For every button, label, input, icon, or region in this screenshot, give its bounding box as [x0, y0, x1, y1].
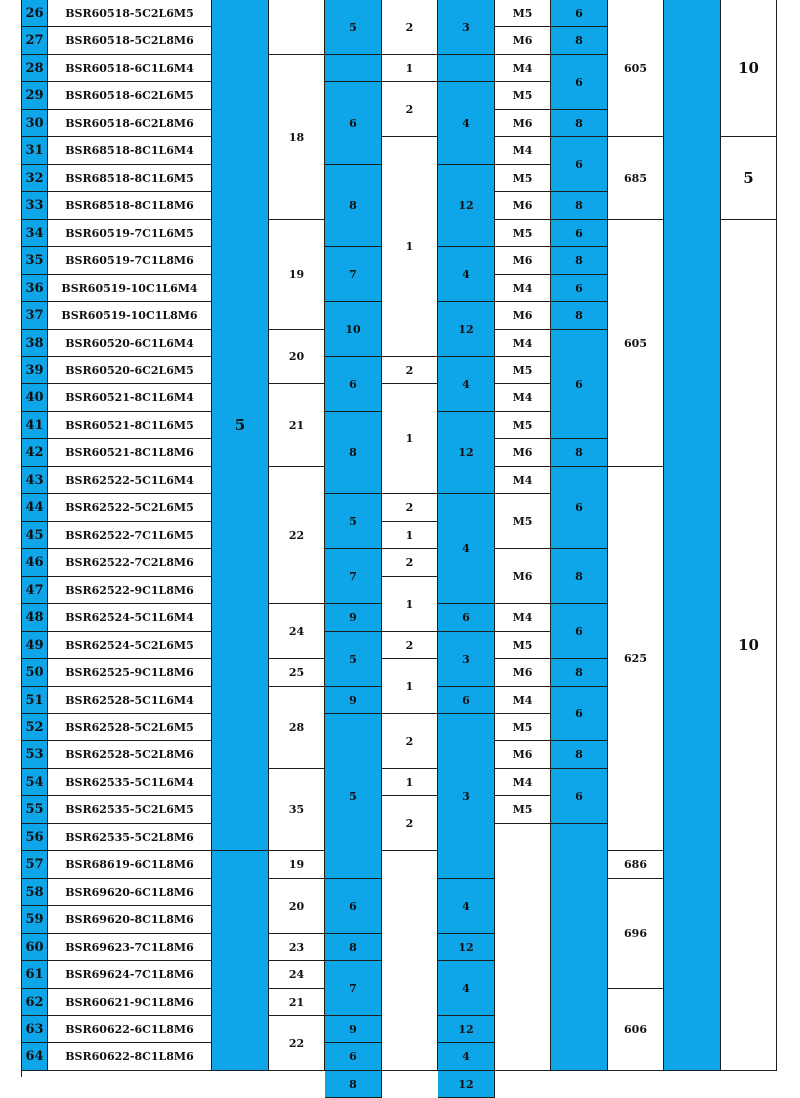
col8-cell: M6: [495, 659, 551, 687]
col5-cell: 7: [325, 549, 382, 604]
row-number: 51: [22, 687, 48, 714]
col9-cell: 6: [551, 769, 608, 824]
col9-cell: 8: [551, 247, 608, 275]
row-number: 27: [22, 27, 48, 55]
col6-cell: 1: [382, 384, 438, 494]
model-cell: BSR62522-7C1L6M5: [48, 522, 212, 549]
model-cell: BSR68518-8C1L8M6: [48, 192, 212, 220]
col4-cell: 24: [269, 961, 325, 989]
col7-cell: 3: [438, 714, 495, 879]
col8-cell: M5: [495, 165, 551, 192]
model-cell: BSR60518-6C2L8M6: [48, 110, 212, 137]
model-cell: BSR62524-5C1L6M4: [48, 604, 212, 632]
model-cell: BSR62535-5C1L6M4: [48, 769, 212, 796]
col7-cell: [438, 55, 495, 82]
col6-cell: 1: [382, 522, 438, 549]
col6-cell: 2: [382, 0, 438, 55]
col8-cell: M4: [495, 55, 551, 82]
col5-cell: [325, 55, 382, 82]
row-number: 26: [22, 0, 48, 27]
col8-cell: M6: [495, 439, 551, 467]
col4-cell: 35: [269, 769, 325, 851]
col7-cell: 12: [438, 165, 495, 247]
col6-cell: 2: [382, 357, 438, 384]
col9-cell: 6: [551, 275, 608, 302]
col6-cell: 2: [382, 494, 438, 522]
col7-cell: 12: [438, 1016, 495, 1043]
model-cell: BSR68518-8C1L6M4: [48, 137, 212, 165]
col6-cell: 2: [382, 796, 438, 851]
row-number: 32: [22, 165, 48, 192]
col4-cell: 20: [269, 879, 325, 934]
col10-cell: 685: [608, 137, 664, 220]
col8-cell: M4: [495, 137, 551, 165]
col9-cell: 8: [551, 302, 608, 330]
row-number: 55: [22, 796, 48, 824]
col10-cell: 605: [608, 220, 664, 467]
row-number: 36: [22, 275, 48, 302]
col8-cell: M4: [495, 384, 551, 412]
col7-cell: 4: [438, 1043, 495, 1071]
row-number: 44: [22, 494, 48, 522]
model-cell: BSR60519-10C1L8M6: [48, 302, 212, 330]
model-cell: BSR62525-9C1L8M6: [48, 659, 212, 687]
col9-cell: 8: [551, 439, 608, 467]
col4-cell: 22: [269, 1016, 325, 1071]
row-number: 61: [22, 961, 48, 989]
row-number: 48: [22, 604, 48, 632]
row-number: 49: [22, 632, 48, 659]
model-cell: BSR60520-6C2L6M5: [48, 357, 212, 384]
col12-cell: 5: [721, 137, 777, 220]
row-number: 53: [22, 741, 48, 769]
model-cell: BSR68518-8C1L6M5: [48, 165, 212, 192]
col7-cell: 4: [438, 494, 495, 604]
col9-cell: 6: [551, 137, 608, 192]
col8-cell: M4: [495, 604, 551, 632]
col4-cell: 24: [269, 604, 325, 659]
col7-cell: 12: [438, 302, 495, 357]
col8-cell: M5: [495, 82, 551, 110]
col7-cell: 4: [438, 82, 495, 165]
col8-cell: [495, 824, 551, 1071]
col5-cell: 6: [325, 82, 382, 165]
model-cell: BSR60519-7C1L6M5: [48, 220, 212, 247]
col5-cell: 6: [325, 879, 382, 934]
col10-cell: 605: [608, 0, 664, 137]
model-cell: BSR60519-10C1L6M4: [48, 275, 212, 302]
col6-cell: 2: [382, 632, 438, 659]
col11-cell: [664, 0, 721, 1071]
model-cell: BSR60621-9C1L8M6: [48, 989, 212, 1016]
col6-cell: 1: [382, 769, 438, 796]
col4-cell: 19: [269, 220, 325, 330]
col9-cell: 6: [551, 604, 608, 659]
col10-cell: 686: [608, 851, 664, 879]
col9-cell: 6: [551, 0, 608, 27]
model-cell: BSR62535-5C2L8M6: [48, 824, 212, 851]
col8-cell: M5: [495, 714, 551, 741]
model-cell: BSR69624-7C1L8M6: [48, 961, 212, 989]
row-number: 62: [22, 989, 48, 1016]
col6-cell: 1: [382, 577, 438, 632]
row-number: 30: [22, 110, 48, 137]
col7-cell: 3: [438, 632, 495, 687]
model-cell: BSR60521-8C1L6M5: [48, 412, 212, 439]
col9-cell: 6: [551, 220, 608, 247]
col8-cell: M6: [495, 192, 551, 220]
row-number: 37: [22, 302, 48, 330]
col9-cell: 6: [551, 55, 608, 110]
col7-cell: 4: [438, 247, 495, 302]
col9-cell: 8: [551, 659, 608, 687]
col8-cell: M5: [495, 632, 551, 659]
col7-cell: 12: [438, 934, 495, 961]
model-cell: BSR60518-5C2L8M6: [48, 27, 212, 55]
row-number: 47: [22, 577, 48, 604]
row-number: 63: [22, 1016, 48, 1043]
col8-cell: M6: [495, 549, 551, 604]
col8-cell: M4: [495, 275, 551, 302]
col8-cell: M4: [495, 687, 551, 714]
col7-cell: 6: [438, 687, 495, 714]
col8-cell: M4: [495, 330, 551, 357]
col5-cell: 6: [325, 1043, 382, 1071]
col7-cell: 6: [438, 604, 495, 632]
col5-cell: 5: [325, 632, 382, 687]
row-number: 41: [22, 412, 48, 439]
col4-cell: 19: [269, 851, 325, 879]
row-number: 60: [22, 934, 48, 961]
col6-cell: 2: [382, 549, 438, 577]
col7-cell: 4: [438, 961, 495, 1016]
col8-cell: M6: [495, 302, 551, 330]
row-number: 29: [22, 82, 48, 110]
model-cell: BSR62524-5C2L6M5: [48, 632, 212, 659]
model-cell: BSR62535-5C2L6M5: [48, 796, 212, 824]
col8-cell: M5: [495, 494, 551, 549]
col5-cell: 5: [325, 714, 382, 879]
row-number: 57: [22, 851, 48, 879]
col5-cell: 8: [325, 412, 382, 494]
col9-cell: 8: [551, 741, 608, 769]
model-cell: BSR60520-6C1L6M4: [48, 330, 212, 357]
model-cell: BSR62522-5C2L6M5: [48, 494, 212, 522]
col9-cell: 6: [551, 330, 608, 439]
row-number: 56: [22, 824, 48, 851]
col3-cell: 5: [212, 0, 269, 851]
col5-cell: 9: [325, 687, 382, 714]
col4-cell: [269, 0, 325, 55]
col5-cell: 5: [325, 494, 382, 549]
model-cell: BSR69620-6C1L8M6: [48, 879, 212, 906]
col12-cell: 10: [721, 0, 777, 137]
col5-cell: 9: [325, 1016, 382, 1043]
model-cell: BSR60521-8C1L8M6: [48, 439, 212, 467]
row-number: 58: [22, 879, 48, 906]
col9-cell: 8: [551, 549, 608, 604]
model-cell: BSR62528-5C2L8M6: [48, 741, 212, 769]
row-number: 64: [22, 1043, 48, 1071]
col9-cell: [551, 824, 608, 1071]
col9-cell: 8: [551, 110, 608, 137]
col7-cell: 12: [438, 1071, 495, 1098]
col5-cell: 7: [325, 247, 382, 302]
model-cell: BSR60518-6C2L6M5: [48, 82, 212, 110]
col8-cell: M6: [495, 27, 551, 55]
col5-cell: 7: [325, 961, 382, 1016]
col9-cell: 8: [551, 27, 608, 55]
row-number: 50: [22, 659, 48, 687]
col4-cell: 18: [269, 55, 325, 220]
col7-cell: 4: [438, 879, 495, 934]
col5-cell: 8: [325, 934, 382, 961]
col4-cell: 21: [269, 384, 325, 467]
model-cell: BSR62528-5C1L6M4: [48, 687, 212, 714]
col6-cell: 1: [382, 55, 438, 82]
model-cell: BSR60518-6C1L6M4: [48, 55, 212, 82]
col10-cell: 696: [608, 879, 664, 989]
col12-cell: 10: [721, 220, 777, 1071]
col7-cell: 12: [438, 412, 495, 494]
col6-cell: 2: [382, 82, 438, 137]
model-cell: BSR62528-5C2L6M5: [48, 714, 212, 741]
row-number: 35: [22, 247, 48, 275]
col7-cell: 4: [438, 357, 495, 412]
col3-cell: [212, 851, 269, 1071]
row-number: 28: [22, 55, 48, 82]
col8-cell: M5: [495, 220, 551, 247]
model-cell: BSR69623-7C1L8M6: [48, 934, 212, 961]
col8-cell: M6: [495, 741, 551, 769]
col5-cell: 8: [325, 1071, 382, 1098]
col4-cell: 25: [269, 659, 325, 687]
col8-cell: M5: [495, 0, 551, 27]
table-left-border: [21, 0, 22, 1077]
model-cell: BSR60519-7C1L8M6: [48, 247, 212, 275]
col4-cell: 22: [269, 467, 325, 604]
col8-cell: M5: [495, 357, 551, 384]
col5-cell: 10: [325, 302, 382, 357]
row-number: 34: [22, 220, 48, 247]
col6-cell: 2: [382, 714, 438, 769]
col9-cell: 6: [551, 687, 608, 741]
row-number: 46: [22, 549, 48, 577]
model-cell: BSR62522-5C1L6M4: [48, 467, 212, 494]
col10-cell: 625: [608, 467, 664, 851]
model-cell: BSR60622-8C1L8M6: [48, 1043, 212, 1071]
row-number: 38: [22, 330, 48, 357]
row-number: 31: [22, 137, 48, 165]
model-cell: BSR60518-5C2L6M5: [48, 0, 212, 27]
col9-cell: 6: [551, 467, 608, 549]
col8-cell: M4: [495, 769, 551, 796]
row-number: 39: [22, 357, 48, 384]
col8-cell: M5: [495, 412, 551, 439]
col4-cell: 28: [269, 687, 325, 769]
row-number: 42: [22, 439, 48, 467]
model-cell: BSR62522-7C2L8M6: [48, 549, 212, 577]
col4-cell: 20: [269, 330, 325, 384]
col4-cell: 21: [269, 989, 325, 1016]
row-number: 52: [22, 714, 48, 741]
row-number: 54: [22, 769, 48, 796]
col8-cell: M4: [495, 467, 551, 494]
model-cell: BSR68619-6C1L8M6: [48, 851, 212, 879]
model-cell: BSR60622-6C1L8M6: [48, 1016, 212, 1043]
col6-cell: 1: [382, 137, 438, 357]
row-number: 33: [22, 192, 48, 220]
col6-cell: [382, 851, 438, 1071]
col7-cell: 3: [438, 0, 495, 55]
row-number: 45: [22, 522, 48, 549]
col9-cell: 8: [551, 192, 608, 220]
col8-cell: M6: [495, 110, 551, 137]
model-cell: BSR69620-8C1L8M6: [48, 906, 212, 934]
col5-cell: 6: [325, 357, 382, 412]
row-number: 59: [22, 906, 48, 934]
col5-cell: 9: [325, 604, 382, 632]
model-cell: BSR60521-8C1L6M4: [48, 384, 212, 412]
col8-cell: M6: [495, 247, 551, 275]
col5-cell: 5: [325, 0, 382, 55]
row-number: 43: [22, 467, 48, 494]
row-number: 40: [22, 384, 48, 412]
col6-cell: 1: [382, 659, 438, 714]
col8-cell: M5: [495, 796, 551, 824]
col4-cell: 23: [269, 934, 325, 961]
col5-cell: 8: [325, 165, 382, 247]
col10-cell: 606: [608, 989, 664, 1071]
model-cell: BSR62522-9C1L8M6: [48, 577, 212, 604]
